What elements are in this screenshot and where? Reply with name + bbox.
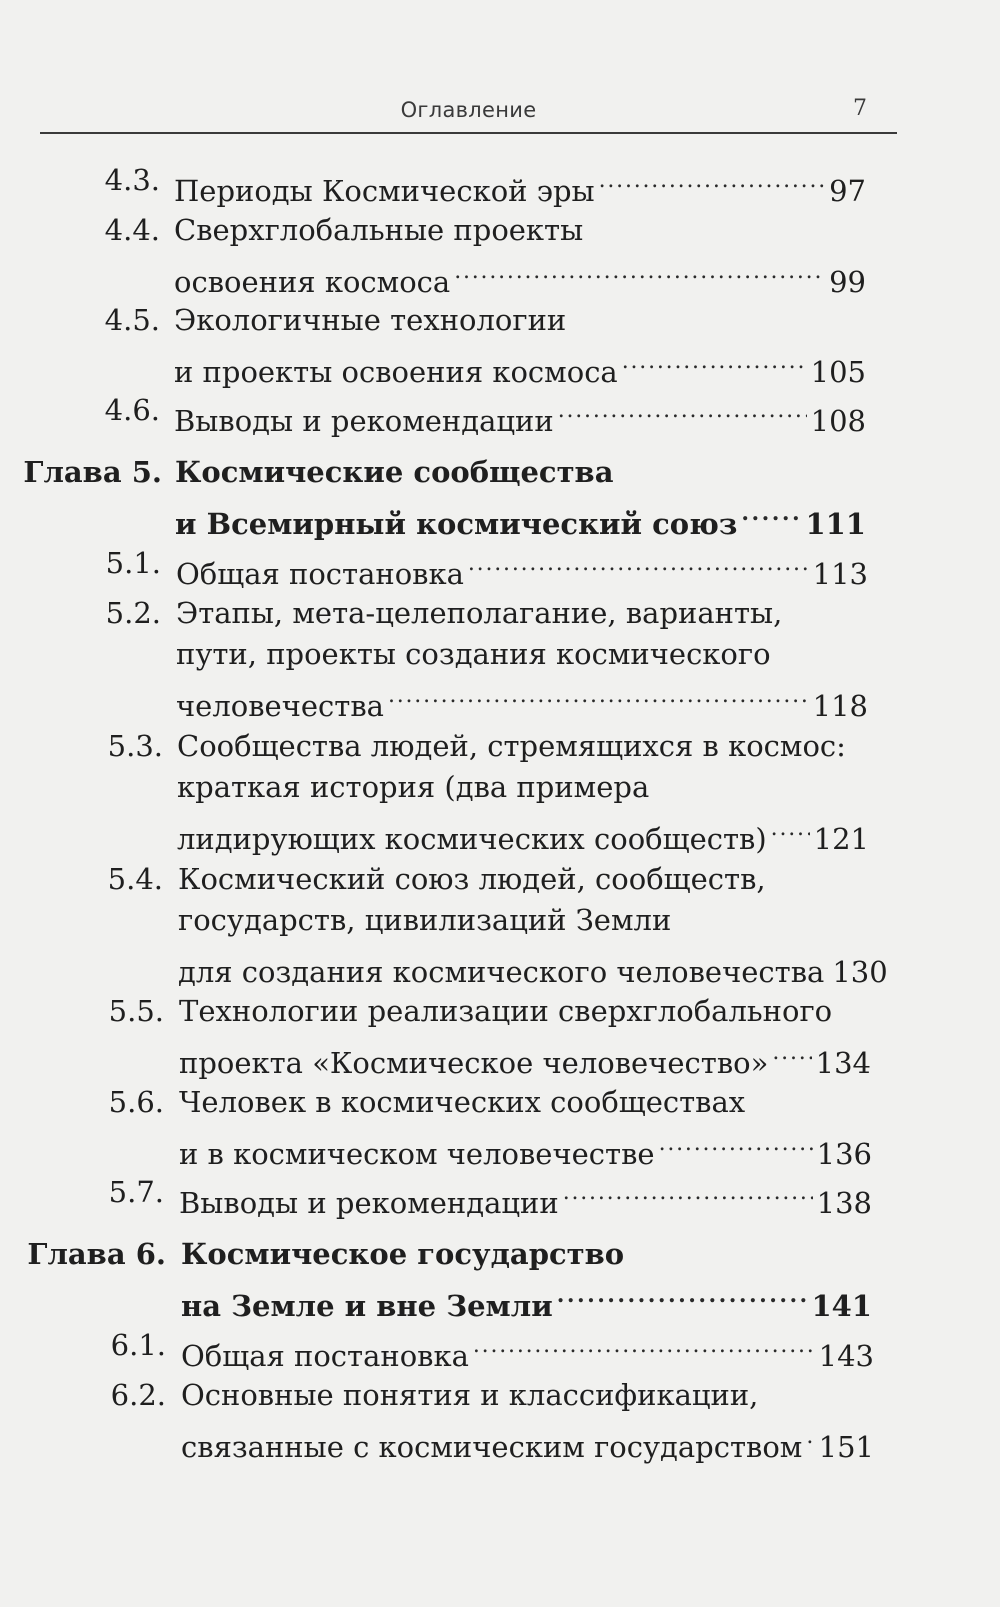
- dot-leader: [659, 1123, 813, 1164]
- toc-entry-page-number: 108: [810, 404, 866, 438]
- toc-section-entry[interactable]: [0, 1172, 1000, 1220]
- toc-entry-title-line: для создания космического человечества: [178, 955, 825, 989]
- toc-entry-page-number: 130: [832, 955, 888, 989]
- toc-section-entry[interactable]: [0, 859, 1000, 989]
- toc-entry-number: 4.5.: [104, 303, 160, 337]
- toc-entry-number: Глава 6.: [27, 1237, 166, 1271]
- toc-entry-page-number: 118: [812, 689, 868, 723]
- toc-section-entry[interactable]: [0, 593, 1000, 723]
- toc-entry-title-line: Общая постановка: [176, 557, 464, 591]
- toc-entry-title-line: связанные с космическим государством: [181, 1430, 803, 1464]
- toc-entry-number: 5.5.: [108, 994, 164, 1028]
- dot-leader: [599, 160, 826, 201]
- toc-entry-title-line: Технологии реализации сверхглобального: [179, 994, 833, 1028]
- toc-entry-title-line: лидирующих космических сообществ): [177, 822, 767, 856]
- toc-entry-last-line: [175, 493, 866, 545]
- header-page-number: 7: [853, 96, 867, 121]
- toc-entry-title-line: Выводы и рекомендации: [174, 404, 554, 438]
- dot-leader: [563, 1172, 813, 1213]
- dot-leader: [454, 251, 825, 292]
- toc-entry-number: 5.3.: [107, 729, 163, 763]
- toc-entry-last-line: [181, 1275, 872, 1327]
- dot-leader: [741, 493, 801, 534]
- toc-entry-page-number: 105: [810, 355, 866, 389]
- toc-entry-title-line: Общая постановка: [181, 1339, 469, 1373]
- toc-entry-title-line: Этапы, мета-целеполагание, варианты,: [176, 596, 783, 630]
- toc-entry-title-line: Экологичные технологии: [174, 303, 567, 337]
- toc-entry-title-line: Выводы и рекомендации: [179, 1186, 559, 1220]
- toc-entry-last-line: [179, 1032, 871, 1084]
- toc-entry-last-line: [181, 1325, 874, 1377]
- toc-entry-number: Глава 5.: [23, 455, 162, 489]
- toc-entry-title-line: проекта «Космическое человечество»: [179, 1046, 769, 1080]
- toc-entry-title-line: государств, цивилизаций Земли: [178, 903, 672, 937]
- toc-section-entry[interactable]: [0, 991, 1000, 1080]
- toc-entry-last-line: [174, 341, 866, 393]
- toc-entry-title-line: Космическое государство: [181, 1237, 625, 1271]
- toc-entry-number: 4.6.: [104, 393, 160, 427]
- toc-entry-title-line: Периоды Космической эры: [174, 174, 595, 208]
- dot-leader: [806, 1416, 814, 1457]
- toc-entry-page-number: 143: [818, 1339, 874, 1373]
- toc-entry-page-number: 151: [818, 1430, 874, 1464]
- toc-entry-last-line: [176, 675, 868, 727]
- toc-entry-page-number: 121: [813, 822, 869, 856]
- dot-leader: [388, 675, 809, 716]
- toc-entry-last-line: [174, 390, 866, 442]
- toc-entry-page-number: 113: [812, 557, 868, 591]
- toc-section-entry[interactable]: [0, 300, 1000, 389]
- toc-entry-title-line: человечества: [176, 689, 384, 723]
- toc-entry-page-number: 141: [811, 1289, 872, 1323]
- toc-entry-title-line: Космический союз людей, сообществ,: [178, 862, 766, 896]
- toc-section-entry[interactable]: [0, 726, 1000, 856]
- toc-entry-title-line: Основные понятия и классификации,: [181, 1378, 759, 1412]
- dot-leader: [468, 543, 809, 584]
- toc-chapter-entry[interactable]: [0, 1234, 1000, 1323]
- toc-entry-last-line: [179, 1123, 872, 1175]
- toc-entry-title-line: и Всемирный космический союз: [175, 507, 738, 541]
- dot-leader: [558, 390, 807, 431]
- running-header: [40, 96, 897, 134]
- toc-entry-title-line: пути, проекты создания космического: [176, 637, 771, 671]
- toc-entry-page-number: 134: [815, 1046, 871, 1080]
- toc-entry-title-line: освоения космоса: [174, 265, 451, 299]
- toc-section-entry[interactable]: [0, 1082, 1000, 1171]
- toc-entry-number: 5.4.: [107, 862, 163, 896]
- toc-entry-last-line: [174, 160, 866, 212]
- toc-entry-last-line: [176, 543, 868, 595]
- toc-entry-number: 5.2.: [105, 596, 161, 630]
- toc-entry-last-line: [179, 1172, 872, 1224]
- toc-section-entry[interactable]: [0, 160, 1000, 208]
- toc-entry-page-number: 97: [829, 174, 866, 208]
- header-title: Оглавление: [400, 98, 537, 122]
- toc-entry-title-line: и проекты освоения космоса: [174, 355, 618, 389]
- dot-leader: [771, 808, 810, 849]
- toc-entry-last-line: [181, 1416, 874, 1468]
- toc-entry-last-line: [177, 808, 869, 860]
- dot-leader: [473, 1325, 815, 1366]
- toc-section-entry[interactable]: [0, 543, 1000, 591]
- toc-entry-title-line: Сверхглобальные проекты: [174, 213, 584, 247]
- toc-section-entry[interactable]: [0, 390, 1000, 438]
- toc-entry-title-line: краткая история (два примера: [177, 770, 650, 804]
- toc-section-entry[interactable]: [0, 210, 1000, 299]
- toc-entry-number: 5.6.: [108, 1085, 164, 1119]
- toc-chapter-entry[interactable]: [0, 452, 1000, 541]
- toc-entry-last-line: [178, 941, 888, 993]
- toc-entry-page-number: 99: [829, 265, 866, 299]
- dot-leader: [772, 1032, 811, 1073]
- dot-leader: [622, 341, 807, 382]
- toc-entry-page-number: 138: [816, 1186, 872, 1220]
- toc-entry-title-line: Космические сообщества: [175, 455, 614, 489]
- toc-entry-number: 4.3.: [104, 163, 160, 197]
- toc-entry-number: 5.7.: [108, 1175, 164, 1209]
- dot-leader: [557, 1275, 808, 1316]
- toc-entry-title-line: на Земле и вне Земли: [181, 1289, 553, 1323]
- toc-section-entry[interactable]: [0, 1375, 1000, 1464]
- toc-entry-title-line: и в космическом человечестве: [179, 1137, 655, 1171]
- toc-entry-number: 6.2.: [110, 1378, 166, 1412]
- toc-section-entry[interactable]: [0, 1325, 1000, 1373]
- toc-entry-number: 6.1.: [110, 1328, 166, 1362]
- toc-entry-number: 5.1.: [105, 546, 161, 580]
- toc-entry-last-line: [174, 251, 866, 303]
- toc-entry-title-line: Сообщества людей, стремящихся в космос:: [177, 729, 846, 763]
- toc-entry-page-number: 111: [805, 507, 866, 541]
- toc-entry-title-line: Человек в космических сообществах: [179, 1085, 746, 1119]
- toc-entry-number: 4.4.: [104, 213, 160, 247]
- toc-entry-page-number: 136: [816, 1137, 872, 1171]
